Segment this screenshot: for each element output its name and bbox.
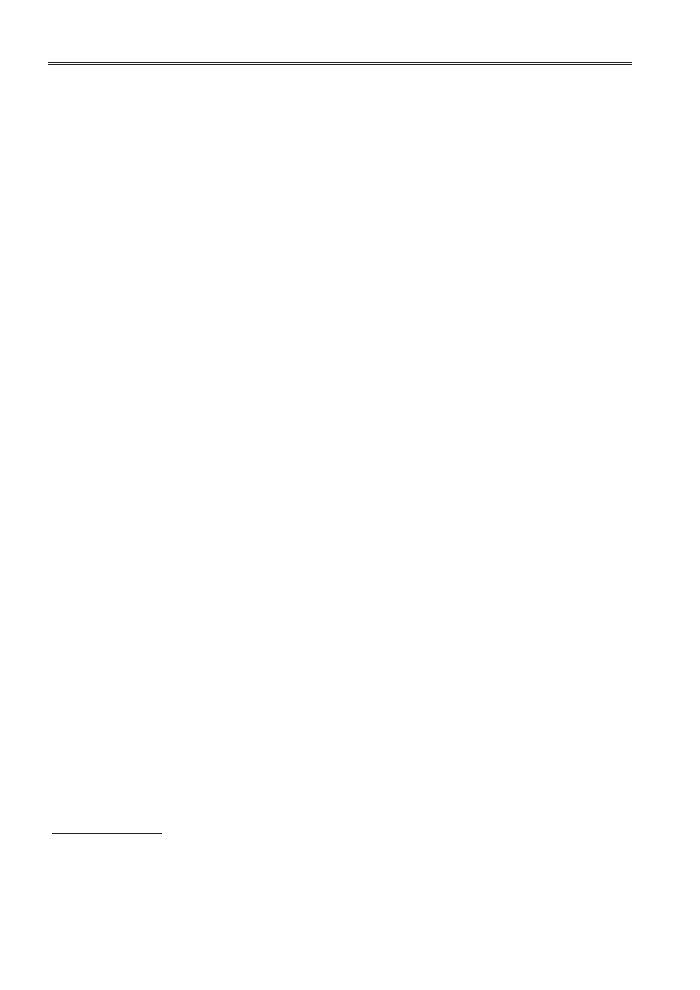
abstract-cn xyxy=(85,188,605,204)
cable-structure-figure xyxy=(340,408,640,608)
header-rule-2 xyxy=(48,64,632,65)
english-abstract xyxy=(85,322,605,339)
header-rule xyxy=(48,62,632,63)
footnote-rule xyxy=(52,833,162,834)
